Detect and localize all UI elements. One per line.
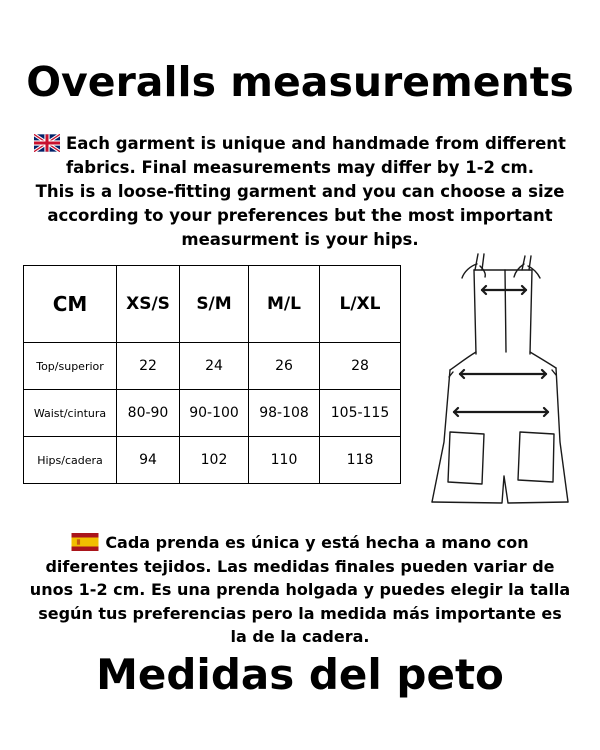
- intro-es-line-5: la de la cadera.: [230, 627, 370, 646]
- table-cell: 102: [180, 437, 249, 484]
- table-cell: 90-100: [180, 390, 249, 437]
- table-row: [24, 437, 401, 484]
- column-header: M/L: [249, 266, 320, 343]
- table-cell: 94: [117, 437, 180, 484]
- page-subtitle: Medidas del peto: [96, 650, 504, 699]
- column-header: XS/S: [117, 266, 180, 343]
- size-table: [23, 265, 401, 484]
- table-header-row: [24, 266, 401, 343]
- table-cell: 26: [249, 343, 320, 390]
- table-row: [24, 343, 401, 390]
- intro-english: [10, 132, 590, 252]
- intro-es-line-3: unos 1-2 cm. Es una prenda holgada y puedes elegir la talla: [29, 580, 571, 599]
- intro-en-line-2: fabrics. Final measurements may differ by 1-2 cm.: [65, 158, 535, 177]
- row-label: Waist/cintura: [24, 390, 117, 437]
- table-row: [24, 390, 401, 437]
- table-corner-unit: CM: [24, 266, 117, 343]
- intro-es-line-1: Cada prenda es única y está hecha a mano con: [20, 531, 580, 555]
- table-cell: 110: [249, 437, 320, 484]
- table-cell: 80-90: [117, 390, 180, 437]
- intro-es-line-2: diferentes tejidos. Las medidas finales pueden variar de: [45, 556, 555, 576]
- table-cell: 28: [320, 343, 401, 390]
- column-header: S/M: [180, 266, 249, 343]
- table-cell: 105-115: [320, 390, 401, 437]
- intro-en-line-4: according to your preferences but the most important: [47, 206, 553, 225]
- intro-spanish: [20, 531, 580, 649]
- row-label: Hips/cadera: [24, 437, 117, 484]
- column-header: L/XL: [320, 266, 401, 343]
- uk-flag-icon: [34, 134, 60, 152]
- intro-en-line-1: Each garment is unique and handmade from different: [10, 132, 590, 156]
- spain-flag-icon: [71, 533, 99, 551]
- overalls-sketch-icon: [428, 246, 578, 508]
- row-label: Top/superior: [24, 343, 117, 390]
- intro-en-line-5: measurment is your hips.: [181, 230, 419, 249]
- intro-en-line-3: This is a loose-fitting garment and you can choose a size: [35, 182, 565, 201]
- table-cell: 22: [117, 343, 180, 390]
- table-cell: 24: [180, 343, 249, 390]
- table-cell: 118: [320, 437, 401, 484]
- intro-es-line-4: según tus preferencias pero la medida más importante es: [38, 603, 562, 623]
- table-cell: 98-108: [249, 390, 320, 437]
- page-title: Overalls measurements: [26, 58, 574, 106]
